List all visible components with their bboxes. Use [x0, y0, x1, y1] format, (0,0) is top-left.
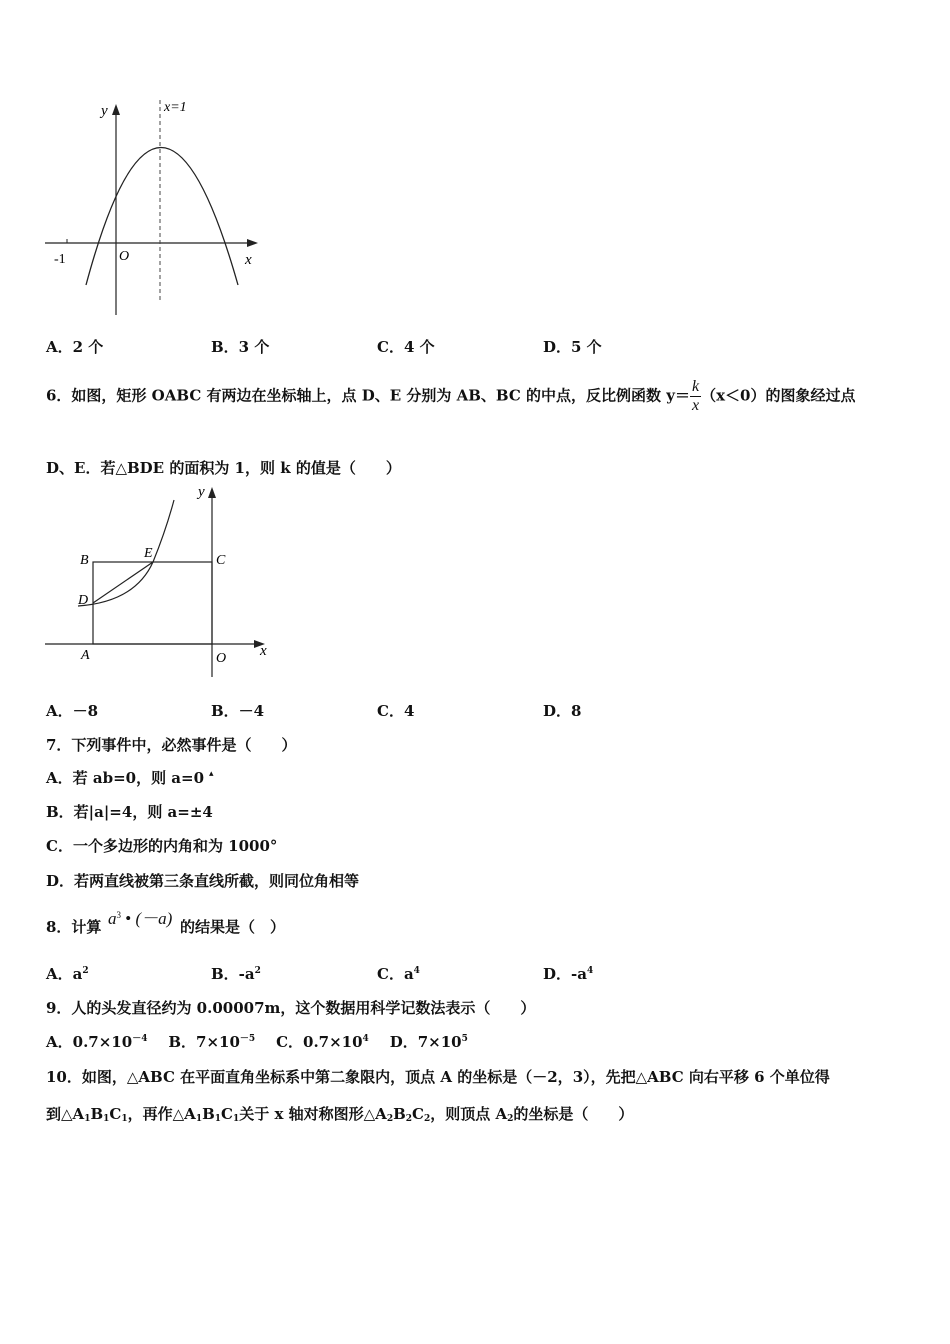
q9-option-d[interactable]	[390, 1033, 468, 1051]
q10-seg: B	[393, 1105, 406, 1123]
q10-seg: ，再作△A	[127, 1105, 196, 1123]
parabola-curve	[86, 148, 238, 286]
q5-option-b[interactable]: B．3 个	[211, 338, 270, 356]
q6-text: 6．如图，矩形 OABC 有两边在坐标轴上，点 D、E 分别为 AB、BC 的中点，反比例函数 y＝	[46, 386, 690, 405]
origin-label: O	[119, 249, 130, 264]
q7-option-b[interactable]: B．若|a|=4，则 a=±4	[46, 803, 213, 821]
q10-seg: C	[221, 1105, 233, 1123]
q5-option-a[interactable]: A．2 个	[46, 338, 104, 356]
label-d: D	[78, 593, 89, 608]
q10-seg: C	[412, 1105, 424, 1123]
y-axis-arrow	[112, 104, 120, 115]
q5-option-c[interactable]: C．4 个	[377, 338, 435, 356]
label-a: A	[81, 648, 90, 663]
q10-sub: 1	[214, 1114, 222, 1124]
parabola-figure	[40, 95, 270, 325]
q9-option-a[interactable]	[46, 1033, 147, 1051]
rectangle-oabc	[93, 562, 212, 644]
q10-seg: 关于 x 轴对称图形△A	[239, 1105, 387, 1123]
q8-b-base: B．-a	[211, 965, 255, 983]
q9-options-row	[46, 1031, 468, 1052]
label-x: x	[260, 643, 267, 659]
k-over-x-fraction	[690, 378, 701, 415]
question-8-pre: 8．计算	[46, 918, 102, 936]
q10-sub: 2	[386, 1114, 394, 1124]
q5-option-d[interactable]: D．5 个	[543, 338, 602, 356]
q6-option-b[interactable]: B．－4	[211, 702, 265, 720]
q10-seg: 的坐标是（ ）	[513, 1105, 634, 1123]
q10-sub: 1	[195, 1114, 203, 1124]
question-8-post: 的结果是（ ）	[180, 918, 286, 936]
label-y: y	[198, 484, 205, 500]
q6-option-c[interactable]: C．4	[377, 702, 415, 720]
q8-option-b[interactable]	[211, 963, 261, 984]
q9-a-exp: －4	[132, 1034, 148, 1044]
q10-seg: 到△A	[46, 1105, 85, 1123]
question-7-stem: 7．下列事件中，必然事件是（ ）	[46, 736, 297, 754]
q9-c-exp: 4	[362, 1034, 369, 1044]
y-label: y	[101, 103, 108, 119]
q9-c-base: C．0.7×10	[276, 1033, 363, 1051]
expr-a: a	[108, 909, 117, 928]
q8-d-base: D．-a	[543, 965, 587, 983]
expr-dot: •	[125, 909, 132, 928]
expr-rest: (－a)	[135, 909, 173, 928]
question-10-line1: 10．如图，△ABC 在平面直角坐标系中第二象限内，顶点 A 的坐标是（－2，3），先把△ABC 向右平移 6 个单位得	[46, 1068, 830, 1086]
q10-sub: 2	[423, 1114, 431, 1124]
question-6-line2: D、E．若△BDE 的面积为 1，则 k 的值是（ ）	[46, 459, 401, 477]
q8-a-base: A．a	[46, 965, 83, 983]
q9-b-exp: －5	[239, 1034, 256, 1044]
neg1-label: -1	[54, 252, 66, 267]
stray-mark: ▴	[209, 769, 214, 779]
q8-expression	[108, 904, 172, 929]
q9-a-base: A．0.7×10	[46, 1033, 133, 1051]
label-b: B	[80, 553, 89, 568]
q9-option-b[interactable]	[168, 1033, 255, 1051]
q9-d-exp: 5	[461, 1034, 468, 1044]
question-6-line1	[46, 378, 855, 415]
q8-c-exp: 4	[413, 966, 420, 976]
x-axis-arrow	[247, 239, 258, 247]
q10-sub: 2	[507, 1114, 514, 1124]
q10-sub: 1	[84, 1114, 91, 1124]
q7-option-d[interactable]: D．若两直线被第三条直线所截，则同位角相等	[46, 872, 360, 890]
segment-de	[93, 562, 153, 603]
q10-seg: B	[202, 1105, 215, 1123]
q8-option-a[interactable]	[46, 963, 89, 984]
q10-sub: 2	[405, 1114, 413, 1124]
q7-option-a[interactable]: A．若 ab=0，则 a=0	[46, 769, 205, 787]
q7-option-c[interactable]: C．一个多边形的内角和为 1000°	[46, 837, 278, 855]
frac-denominator: x	[691, 397, 700, 414]
expr-exp: 3	[116, 910, 121, 920]
q6-option-d[interactable]: D．8	[543, 702, 582, 720]
q10-seg: B	[90, 1105, 104, 1123]
q8-option-c[interactable]	[377, 963, 420, 984]
q8-option-d[interactable]	[543, 963, 593, 984]
q9-b-base: B．7×10	[168, 1033, 240, 1051]
q8-b-exp: 2	[254, 966, 261, 976]
q6-text-tail: （x＜0）的图象经过点	[701, 386, 856, 405]
q9-option-c[interactable]	[276, 1033, 369, 1051]
frac-numerator: k	[691, 378, 700, 395]
q6-option-a[interactable]: A．－8	[46, 702, 99, 720]
q10-sub: 1	[121, 1114, 128, 1124]
q8-a-exp: 2	[82, 966, 89, 976]
q8-c-base: C．a	[377, 965, 414, 983]
label-o: O	[216, 651, 227, 666]
q8-d-exp: 4	[586, 966, 594, 976]
rectangle-hyperbola-figure	[40, 482, 280, 682]
label-e: E	[144, 546, 153, 561]
y-axis-arrow	[208, 487, 216, 498]
label-c: C	[216, 553, 226, 568]
q10-seg: ，则顶点 A	[430, 1105, 508, 1123]
q10-sub: 1	[232, 1114, 240, 1124]
question-10-line2	[46, 1103, 633, 1124]
q9-d-base: D．7×10	[389, 1033, 462, 1051]
x-label: x	[245, 252, 252, 268]
question-9-stem: 9．人的头发直径约为 0.00007m，这个数据用科学记数法表示（ ）	[46, 999, 536, 1017]
q10-seg: C	[109, 1105, 122, 1123]
q10-sub: 1	[103, 1114, 110, 1124]
x-eq-1-label: x=1	[164, 100, 187, 115]
